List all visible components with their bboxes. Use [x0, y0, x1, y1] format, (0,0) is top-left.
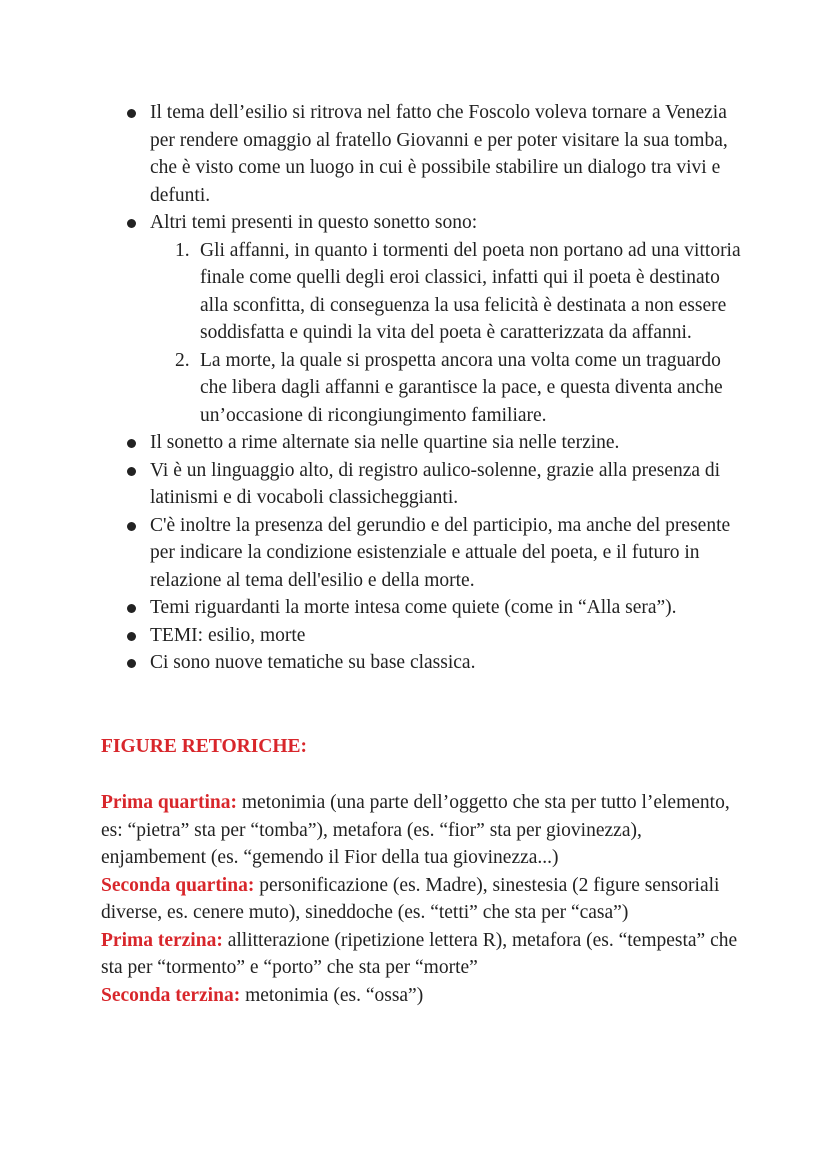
bullet-item-classical	[101, 649, 741, 677]
numbered-item-affanni	[150, 237, 741, 347]
bullet-text: Ci sono nuove tematiche su base classica.	[150, 652, 476, 673]
bullet-item-exile	[101, 99, 741, 209]
bullet-text: C'è inoltre la presenza del gerundio e del participio, ma anche del presente per indicare la condizione esistenziale e attuale del poeta, e il futuro in relazione al tema dell'esilio e della morte.	[150, 514, 731, 591]
bullet-item-themes	[101, 622, 741, 650]
bullet-item-language	[101, 457, 741, 512]
theme-bullet-list	[101, 99, 741, 677]
numbered-item-text: Gli affanni, in quanto i tormenti del poeta non portano ad una vittoria finale come quelli degli eroi classici, infatti qui il poeta è destinato alla sconfitta, di conseguenza la usa felicità è destinata a non essere soddisfatta e quindi la vita del poeta è caratterizzata da affanni.	[200, 239, 741, 343]
figure-paragraph-prima-quartina	[101, 789, 741, 872]
bullet-item-other-themes	[101, 209, 741, 429]
bullet-item-death-quiet	[101, 594, 741, 622]
figure-paragraph-prima-terzina	[101, 927, 741, 982]
rhetorical-figures-section	[101, 789, 741, 1009]
stanza-label: Seconda terzina:	[101, 984, 241, 1006]
numbered-theme-list	[150, 237, 741, 430]
bullet-text: Il tema dell’esilio si ritrova nel fatto che Foscolo voleva tornare a Venezia per rendere omaggio al fratello Giovanni e per poter visitare la sua tomba, che è visto come un luogo in cui è possibile stabilire un dialogo tra vivi e defunti.	[150, 102, 728, 206]
bullet-item-rhyme	[101, 429, 741, 457]
bullet-text: TEMI: esilio, morte	[150, 624, 306, 646]
figure-description: personificazione (es. Madre), sinestesia (2 figure sensoriali diverse, es. cenere muto), sineddoche (es. “tetti” che sta per “casa”)	[101, 874, 720, 923]
stanza-label: Prima quartina:	[101, 792, 237, 813]
stanza-label: Prima terzina:	[101, 929, 223, 951]
figure-description: metonimia (es. “ossa”)	[240, 984, 424, 1006]
bullet-text: Il sonetto a rime alternate sia nelle quartine sia nelle terzine.	[150, 432, 620, 453]
figure-paragraph-seconda-quartina	[101, 872, 741, 927]
bullet-text: Temi riguardanti la morte intesa come quiete (come in “Alla sera”).	[150, 597, 677, 618]
figure-description: allitterazione (ripetizione lettera R), metafora (es. “tempesta” che sta per “tormento” e “porto” che sta per “morte”	[101, 929, 738, 978]
numbered-item-text: La morte, la quale si prospetta ancora una volta come un traguardo che libera dagli affanni e garantisce la pace, e questa diventa anche un’occasione di ricongiungimento familiare.	[200, 349, 723, 426]
figure-description: metonimia (una parte dell’oggetto che sta per tutto l’elemento, es: “pietra” sta per “tomba”), metafora (es. “fior” sta per giovinezza), enjambement (es. “gemendo il Fior della tua giovinezza...)	[101, 792, 730, 868]
bullet-item-verb-forms	[101, 512, 741, 595]
item-number: 2.	[175, 349, 190, 371]
item-number: 1.	[175, 239, 190, 261]
stanza-label: Seconda quartina:	[101, 874, 255, 896]
bullet-text: Vi è un linguaggio alto, di registro aulico-solenne, grazie alla presenza di latinismi e di vocaboli classicheggianti.	[150, 459, 721, 508]
figure-paragraph-seconda-terzina	[101, 982, 741, 1010]
numbered-item-morte	[150, 347, 741, 430]
bullet-text: Altri temi presenti in questo sonetto sono:	[150, 212, 478, 233]
section-heading: FIGURE RETORICHE:	[101, 736, 308, 757]
